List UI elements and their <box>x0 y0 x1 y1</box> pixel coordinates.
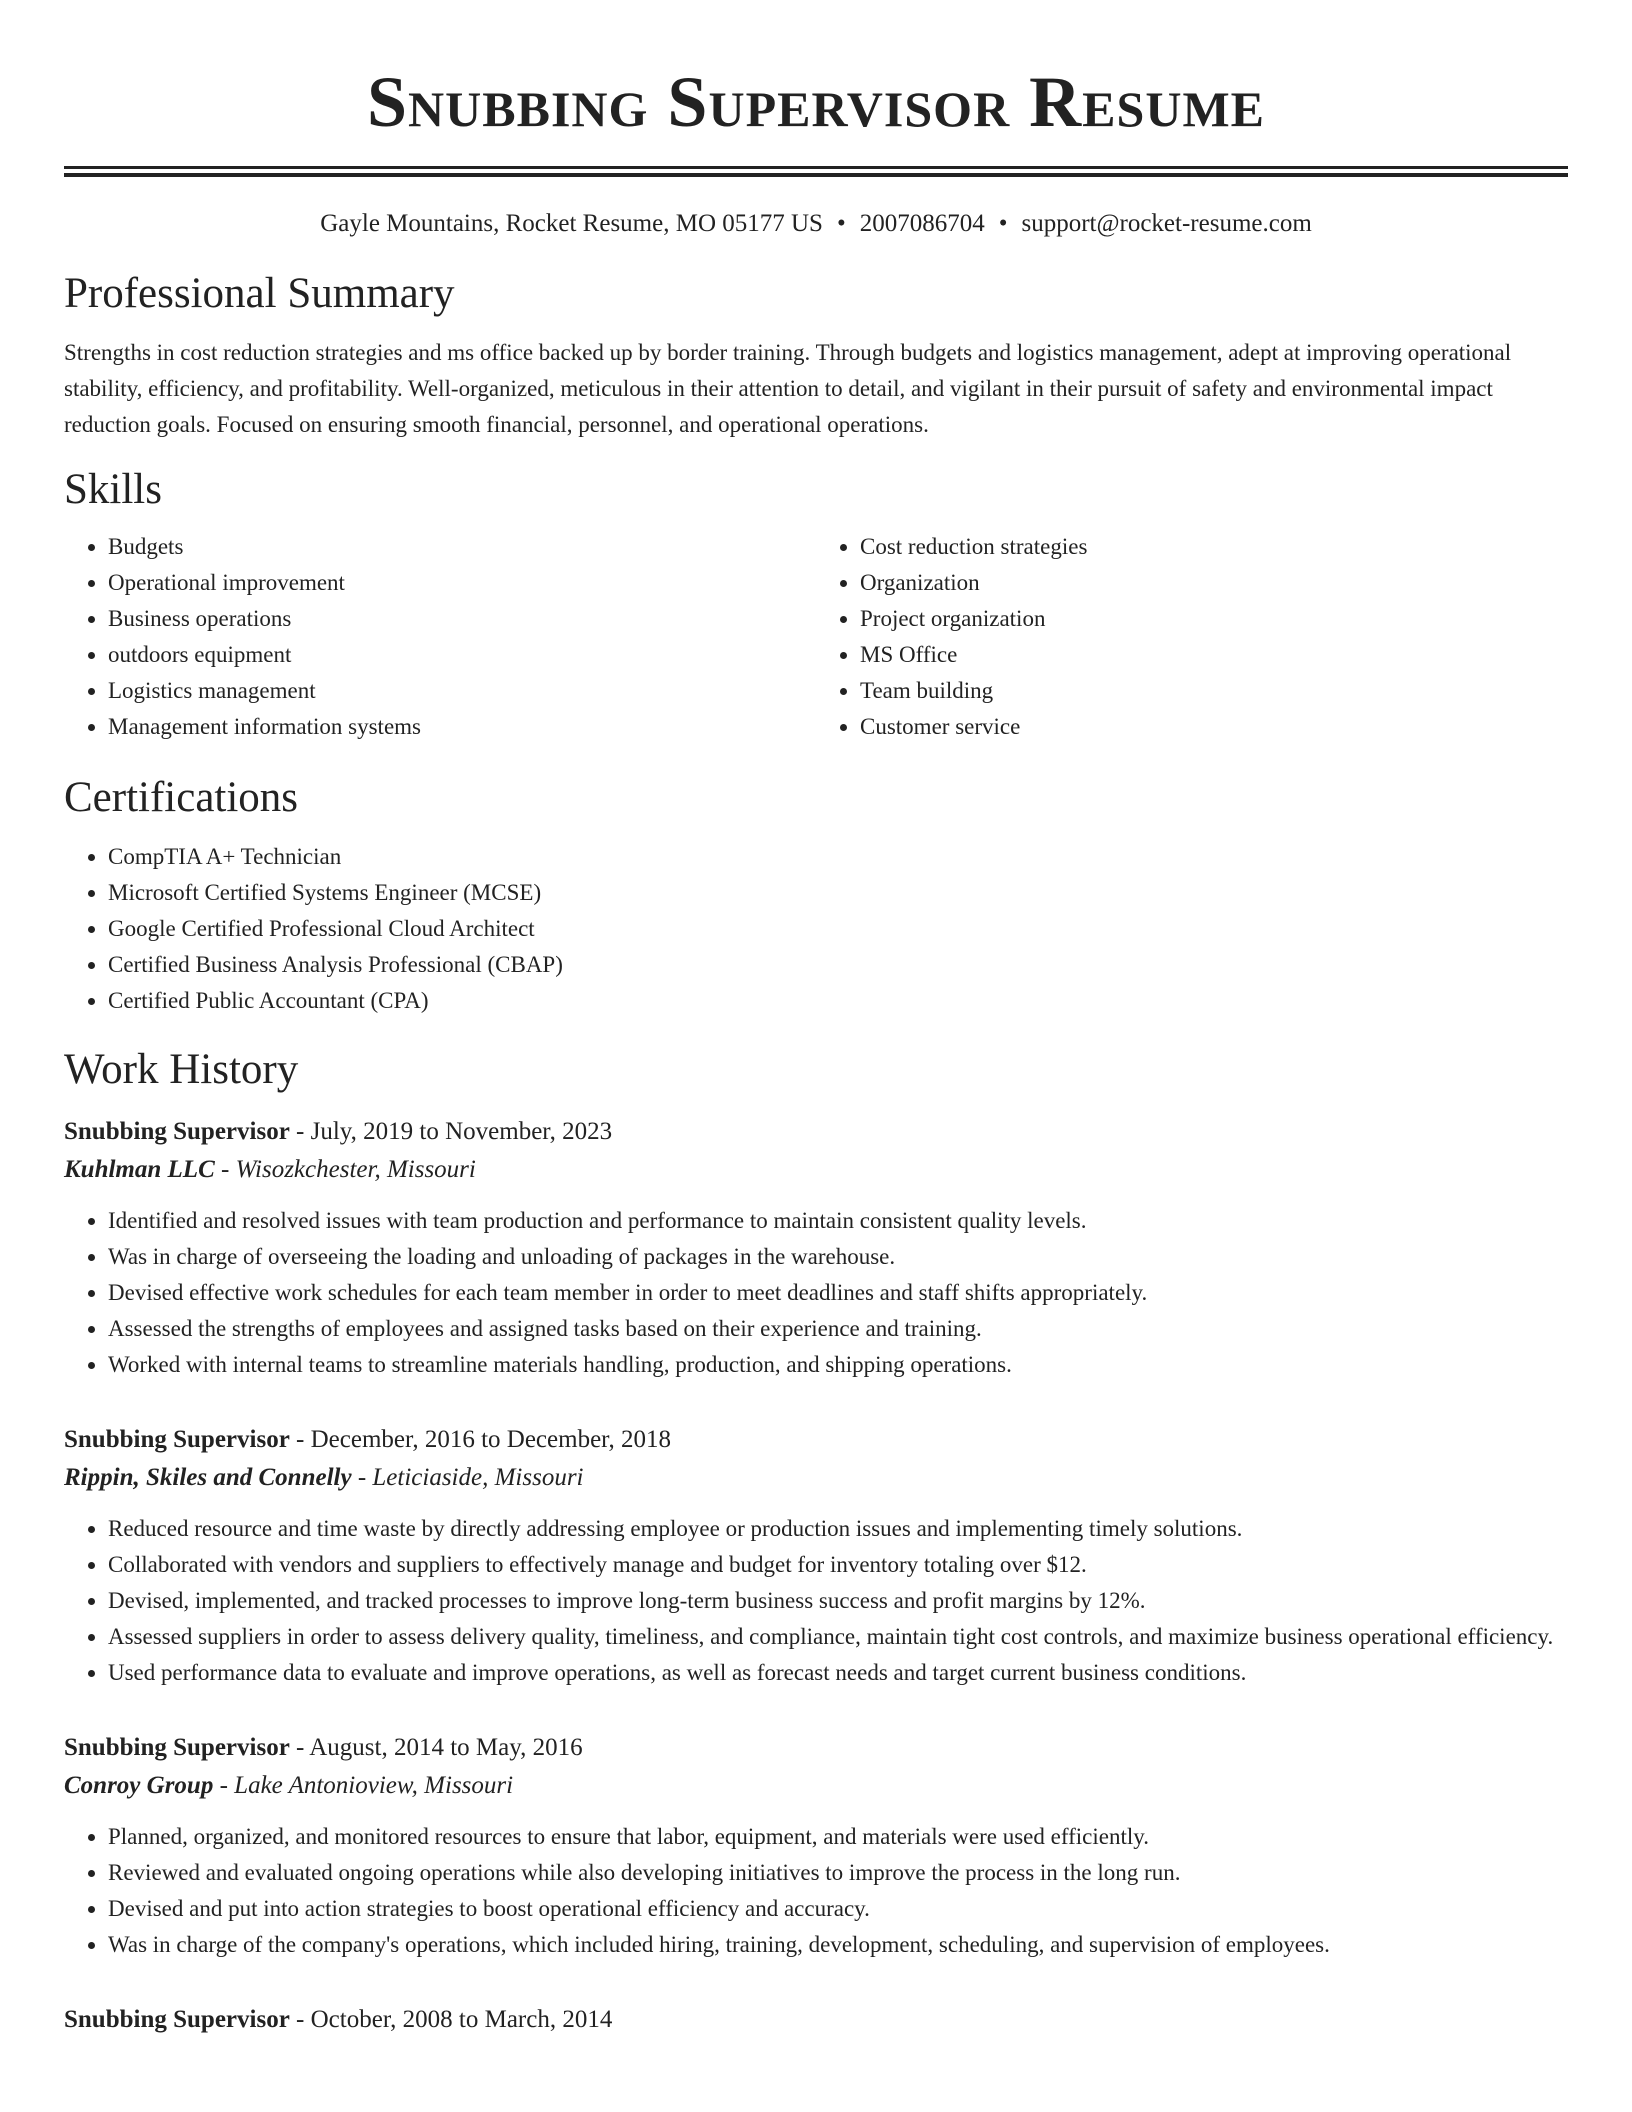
job-company-line <box>64 1767 1568 1805</box>
contact-phone: 2007086704 <box>859 210 985 237</box>
job-bullet: • Was in charge of overseeing the loading and unloading of packages in the warehouse. <box>108 1239 1568 1275</box>
job-bullet: • Worked with internal teams to streamline materials handling, production, and shipping operations. <box>108 1347 1568 1383</box>
certification-item: • Google Certified Professional Cloud Architect <box>108 911 1568 947</box>
job-bullet: • Devised, implemented, and tracked processes to improve long-term business success and profit margins by 12%. <box>108 1583 1568 1619</box>
job-dates: - October, 2008 to March, 2014 <box>289 2006 613 2033</box>
job-role: Snubbing Supervisor <box>64 1734 290 1761</box>
skill-item: • Team building <box>860 673 1568 709</box>
summary-text: Strengths in cost reduction strategies and ms office backed up by border training. Through budgets and logistics management, adept at improving operational stability, efficiency, and profitability. Well-organized, meticulous in their attention to detail, and vigilant in their pursuit of safety and environmental impact reduction goals. Focused on ensuring smooth financial, personnel, and operational operations. <box>64 340 1512 437</box>
job-company: Conroy Group <box>64 1772 214 1799</box>
job-bullet: • Assessed suppliers in order to assess delivery quality, timeliness, and compliance, maintain tight cost controls, and maximize business operational efficiency. <box>108 1619 1568 1655</box>
job-role: Snubbing Supervisor <box>64 1426 290 1453</box>
skill-item: • Logistics management <box>108 673 816 709</box>
job-title-line <box>64 1113 1568 1151</box>
job-dates: - August, 2014 to May, 2016 <box>289 1734 583 1761</box>
skills-column-right <box>816 529 1568 745</box>
certification-item: • Certified Public Accountant (CPA) <box>108 983 1568 1019</box>
skills-list <box>64 529 1568 745</box>
summary-heading: Professional Summary <box>64 270 455 317</box>
job-bullet: • Reviewed and evaluated ongoing operations while also developing initiatives to improve the process in the long run. <box>108 1855 1568 1891</box>
job-bullet: • Was in charge of the company's operations, which included hiring, training, development, scheduling, and supervision of employees. <box>108 1927 1568 1963</box>
page-title: Snubbing Supervisor Resume <box>367 62 1265 142</box>
certification-item: • Microsoft Certified Systems Engineer (MCSE) <box>108 875 1568 911</box>
contact-email: support@rocket-resume.com <box>1021 210 1312 237</box>
skill-item: • outdoors equipment <box>108 637 816 673</box>
skills-heading: Skills <box>64 466 162 513</box>
skill-item: • Cost reduction strategies <box>860 529 1568 565</box>
skill-item: • Business operations <box>108 601 816 637</box>
title-divider <box>64 166 1568 177</box>
contact-separator: • <box>836 210 846 237</box>
skill-item: • Management information systems <box>108 709 816 745</box>
contact-line <box>64 209 1568 239</box>
job-role: Snubbing Supervisor <box>64 1118 290 1145</box>
work-history-heading: Work History <box>64 1046 299 1093</box>
job-bullet: • Devised effective work schedules for each team member in order to meet deadlines and staff shifts appropriately. <box>108 1275 1568 1311</box>
job-bullet: • Used performance data to evaluate and improve operations, as well as forecast needs and target current business conditions. <box>108 1655 1568 1691</box>
job-entry <box>64 1113 1568 1383</box>
skill-item: • Budgets <box>108 529 816 565</box>
job-title-line <box>64 1421 1568 1459</box>
job-location: - Lake Antonioview, Missouri <box>213 1772 514 1799</box>
job-bullet: • Reduced resource and time waste by directly addressing employee or production issues and implementing timely solutions. <box>108 1511 1568 1547</box>
job-bullet: • Identified and resolved issues with team production and performance to maintain consistent quality levels. <box>108 1203 1568 1239</box>
skill-item: • Organization <box>860 565 1568 601</box>
certification-item: • Certified Business Analysis Professional (CBAP) <box>108 947 1568 983</box>
job-company-line <box>64 1151 1568 1189</box>
job-entry <box>64 1421 1568 1691</box>
contact-separator: • <box>998 210 1008 237</box>
job-bullet: • Assessed the strengths of employees and assigned tasks based on their experience and training. <box>108 1311 1568 1347</box>
job-bullet: • Collaborated with vendors and suppliers to effectively manage and budget for inventory totaling over $12. <box>108 1547 1568 1583</box>
job-role: Snubbing Supervisor <box>64 2006 290 2033</box>
certification-item: • CompTIA A+ Technician <box>108 839 1568 875</box>
job-dates: - December, 2016 to December, 2018 <box>289 1426 671 1453</box>
job-title-line <box>64 2001 1568 2039</box>
job-company: Rippin, Skiles and Connelly <box>64 1464 352 1491</box>
certifications-list <box>64 839 1568 1019</box>
job-bullet: • Devised and put into action strategies to boost operational efficiency and accuracy. <box>108 1891 1568 1927</box>
skill-item: • Customer service <box>860 709 1568 745</box>
skill-item: • Project organization <box>860 601 1568 637</box>
certifications-heading: Certifications <box>64 774 299 821</box>
job-company: Kuhlman LLC <box>64 1156 215 1183</box>
job-dates: - July, 2019 to November, 2023 <box>289 1118 613 1145</box>
skills-column-left <box>64 529 816 745</box>
skill-item: • MS Office <box>860 637 1568 673</box>
job-bullets <box>64 1203 1568 1383</box>
job-location: - Wisozkchester, Missouri <box>214 1156 476 1183</box>
job-entry <box>64 2001 1568 2039</box>
job-entry <box>64 1729 1568 1963</box>
job-bullet: • Planned, organized, and monitored resources to ensure that labor, equipment, and materials were used efficiently. <box>108 1819 1568 1855</box>
job-bullets <box>64 1511 1568 1691</box>
contact-address: Gayle Mountains, Rocket Resume, MO 05177 US <box>320 210 823 237</box>
job-location: - Leticiaside, Missouri <box>351 1464 584 1491</box>
job-company-line <box>64 1459 1568 1497</box>
job-title-line <box>64 1729 1568 1767</box>
skill-item: • Operational improvement <box>108 565 816 601</box>
job-bullets <box>64 1819 1568 1963</box>
